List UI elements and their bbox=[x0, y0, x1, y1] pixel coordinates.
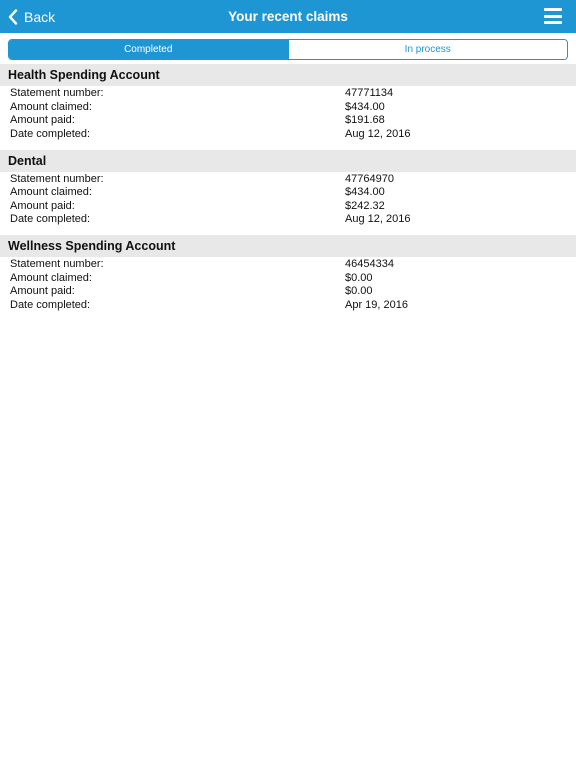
claim-section bbox=[0, 235, 576, 321]
amount-paid-label: Amount paid: bbox=[10, 285, 75, 297]
amount-paid-label: Amount paid: bbox=[10, 114, 75, 126]
statement-number-row bbox=[0, 87, 576, 101]
amount-claimed-row bbox=[0, 272, 576, 286]
nav-bar bbox=[0, 0, 576, 33]
amount-claimed-value: $0.00 bbox=[345, 271, 373, 284]
amount-paid-label: Amount paid: bbox=[10, 199, 75, 212]
claims-status-tabs bbox=[8, 39, 568, 60]
statement-number-row bbox=[0, 173, 576, 187]
amount-claimed-label: Amount claimed: bbox=[10, 100, 92, 113]
date-completed-label: Date completed: bbox=[10, 213, 91, 225]
tab-in-process[interactable]: In process bbox=[288, 40, 568, 59]
back-label: Back bbox=[24, 8, 56, 25]
claim-section-title: Health Spending Account bbox=[0, 64, 576, 86]
statement-number-label: Statement number: bbox=[10, 258, 104, 270]
amount-paid-value: $0.00 bbox=[345, 285, 373, 297]
date-completed-row bbox=[0, 128, 576, 142]
date-completed-label: Date completed: bbox=[10, 127, 91, 140]
statement-number-value: 47771134 bbox=[345, 87, 394, 99]
date-completed-value: Aug 12, 2016 bbox=[345, 213, 411, 225]
claim-section bbox=[0, 150, 576, 236]
claim-section-title: Wellness Spending Account bbox=[0, 235, 576, 257]
amount-claimed-value: $434.00 bbox=[345, 186, 385, 198]
page-title: Your recent claims bbox=[228, 9, 348, 24]
hamburger-menu-icon[interactable] bbox=[544, 7, 562, 25]
date-completed-value: Aug 12, 2016 bbox=[345, 127, 411, 140]
claim-section-title: Dental bbox=[0, 150, 576, 172]
amount-paid-value: $191.68 bbox=[345, 114, 385, 126]
claim-section bbox=[0, 64, 576, 150]
tab-completed[interactable]: Completed bbox=[9, 40, 288, 59]
statement-number-value: 47764970 bbox=[345, 172, 394, 185]
claims-list bbox=[0, 64, 576, 321]
date-completed-label: Date completed: bbox=[10, 298, 91, 311]
date-completed-row bbox=[0, 299, 576, 313]
claim-details bbox=[0, 172, 576, 236]
back-button[interactable] bbox=[8, 0, 55, 33]
amount-claimed-value: $434.00 bbox=[345, 100, 385, 113]
amount-claimed-row bbox=[0, 101, 576, 115]
amount-paid-value: $242.32 bbox=[345, 199, 385, 212]
date-completed-row bbox=[0, 213, 576, 227]
statement-number-value: 46454334 bbox=[345, 258, 394, 270]
amount-claimed-row bbox=[0, 186, 576, 200]
chevron-left-icon bbox=[8, 9, 18, 25]
statement-number-label: Statement number: bbox=[10, 87, 104, 99]
claim-details bbox=[0, 86, 576, 150]
amount-claimed-label: Amount claimed: bbox=[10, 186, 92, 198]
amount-paid-row bbox=[0, 285, 576, 299]
amount-paid-row bbox=[0, 114, 576, 128]
amount-paid-row bbox=[0, 200, 576, 214]
amount-claimed-label: Amount claimed: bbox=[10, 271, 92, 284]
claim-details bbox=[0, 257, 576, 321]
date-completed-value: Apr 19, 2016 bbox=[345, 298, 408, 311]
statement-number-label: Statement number: bbox=[10, 172, 104, 185]
statement-number-row bbox=[0, 258, 576, 272]
